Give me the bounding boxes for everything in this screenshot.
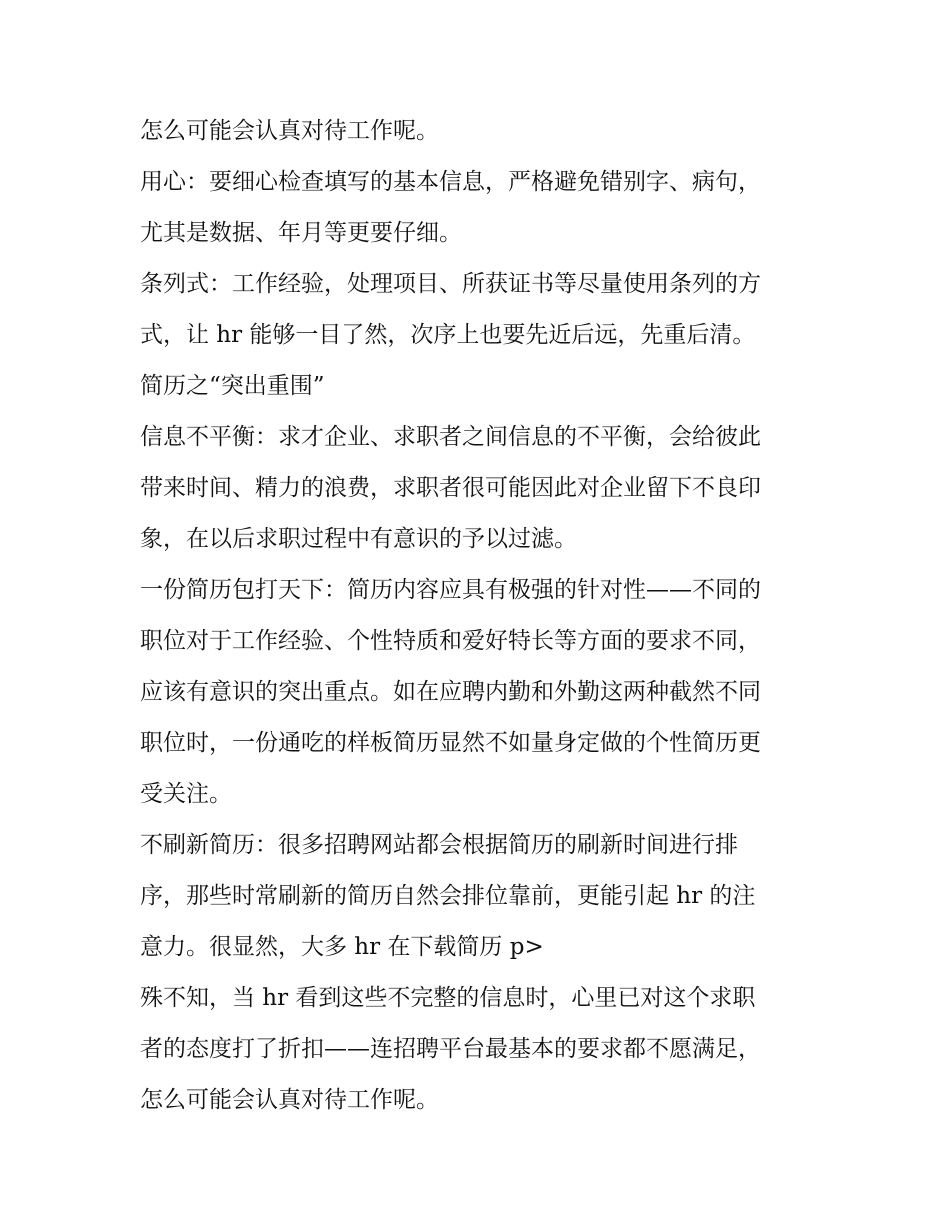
text-line: 应该有意识的突出重点。如在应聘内勤和外勤这两种截然不同: [140, 679, 761, 705]
text-line: 者的态度打了折扣——连招聘平台最基本的要求都不愿满足，: [140, 1036, 761, 1062]
text-line: 序，那些时常刷新的简历自然会排位靠前，更能引起 hr 的注: [140, 883, 756, 909]
text-line: 职位对于工作经验、个性特质和爱好特长等方面的要求不同，: [140, 628, 761, 654]
text-line: 用心：要细心检查填写的基本信息，严格避免错别字、病句，: [140, 169, 761, 195]
text-line: 一份简历包打天下：简历内容应具有极强的针对性——不同的: [140, 577, 761, 603]
text-line: 怎么可能会认真对待工作呢。: [140, 118, 439, 144]
text-line: 式，让 hr 能够一目了然，次序上也要先近后远，先重后清。: [140, 322, 756, 348]
text-line: 带来时间、精力的浪费，求职者很可能因此对企业留下不良印: [140, 475, 761, 501]
text-line: 条列式：工作经验，处理项目、所获证书等尽量使用条列的方: [140, 271, 761, 297]
text-line: 受关注。: [140, 781, 232, 807]
text-line: 殊不知，当 hr 看到这些不完整的信息时，心里已对这个求职: [140, 985, 756, 1011]
text-line: 怎么可能会认真对待工作呢。: [140, 1087, 439, 1113]
body-text: [140, 106, 820, 1126]
text-line: 不刷新简历：很多招聘网站都会根据简历的刷新时间进行排: [140, 832, 738, 858]
text-line: 意力。很显然，大多 hr 在下载简历 p>: [140, 934, 544, 960]
text-line: 职位时，一份通吃的样板简历显然不如量身定做的个性简历更: [140, 730, 761, 756]
text-line: 信息不平衡：求才企业、求职者之间信息的不平衡，会给彼此: [140, 424, 761, 450]
section-heading: 简历之“突出重围”: [140, 373, 325, 399]
text-line: 尤其是数据、年月等更要仔细。: [140, 220, 462, 246]
text-line: 象，在以后求职过程中有意识的予以过滤。: [140, 526, 577, 552]
